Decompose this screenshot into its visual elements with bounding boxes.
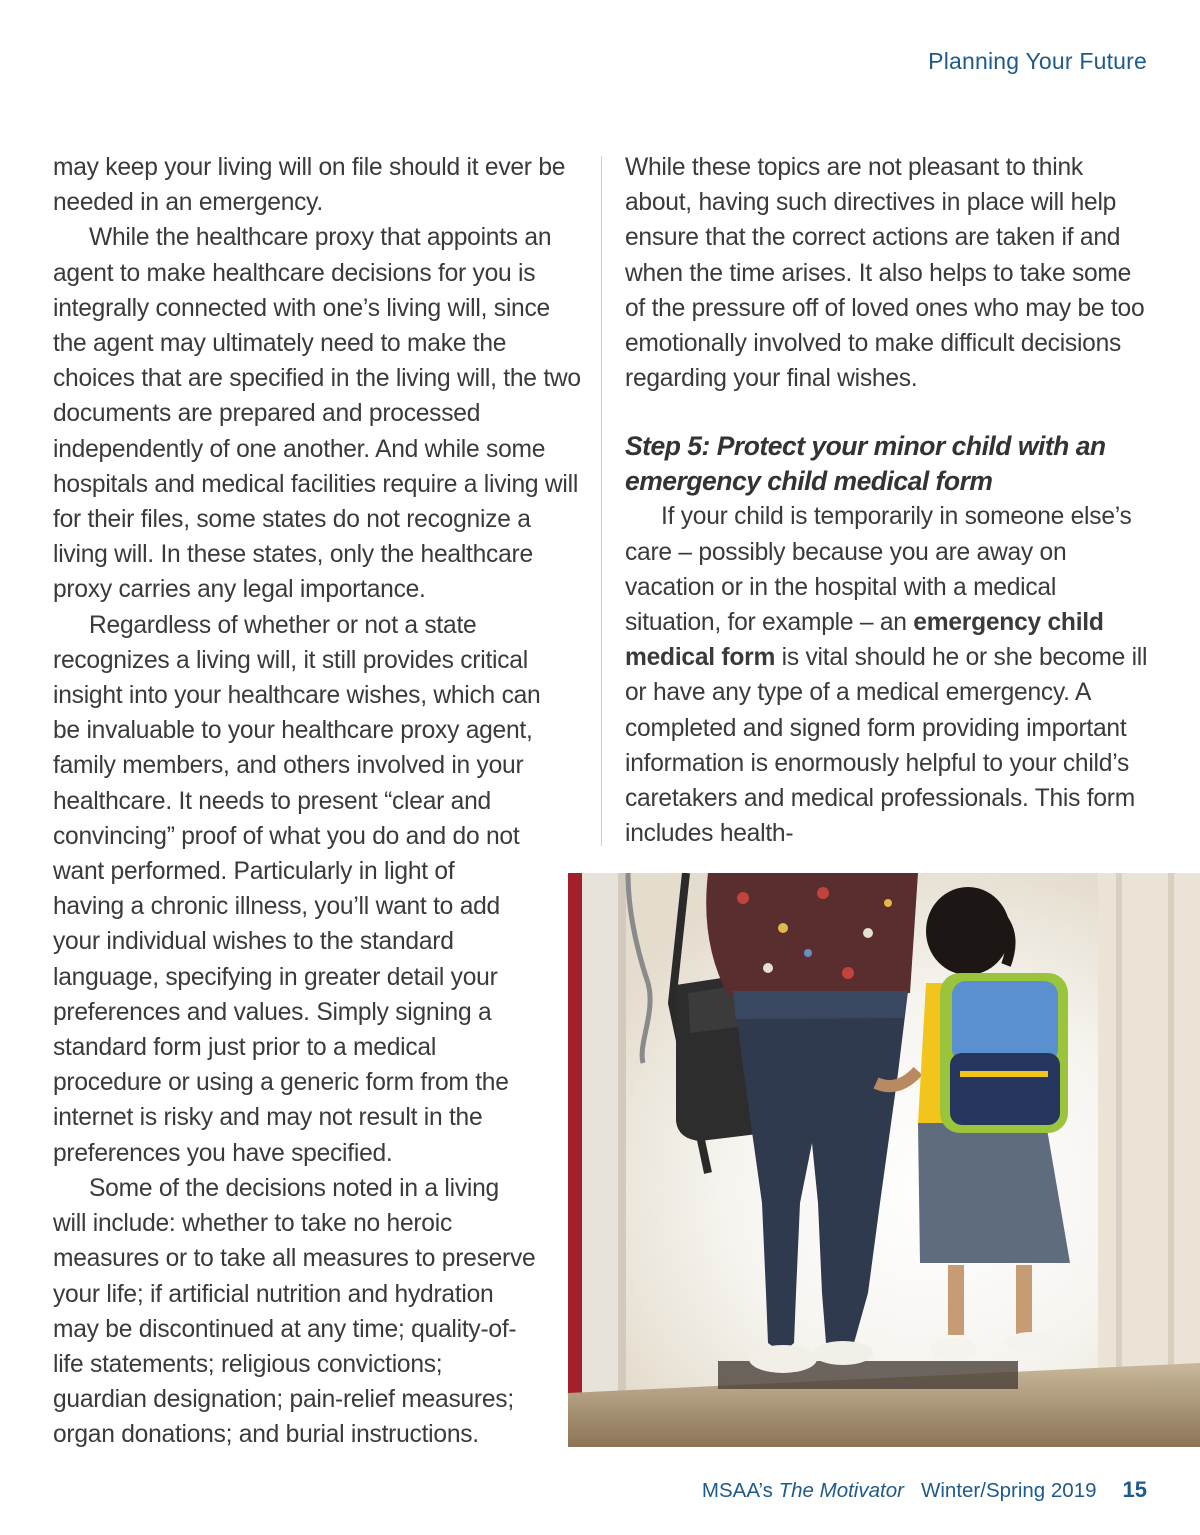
paragraph-3-line: preferences you have specified. [53,1139,393,1167]
paragraph-3-line: family members, and others involved in your [53,752,524,780]
page-footer [702,1477,1147,1503]
paragraph-4-line: measures or to take all measures to preserve [53,1245,536,1273]
paragraph-1: While these topics are not pleasant to think about, having such directives in place will help ensure that the correct actions are taken if and when the time arises. It also helps to take some of the pressure off of loved ones who may be too emotionally involved to make difficult decisions regarding your final wishes. [625,154,1145,393]
paragraph-3-line: having a chronic illness, you’ll want to add [53,893,500,921]
paragraph-4-line: life statements; religious convictions; [53,1350,443,1378]
paragraph-3-line: recognizes a living will, it still provides critical [53,646,528,674]
paragraph-3-line: be invaluable to your healthcare proxy agent, [53,717,533,745]
paragraph-3-line: language, specifying in greater detail your [53,963,498,991]
page-number: 15 [1122,1477,1147,1502]
paragraph-3-line: convincing” proof of what you do and do not [53,822,520,850]
section-header: Planning Your Future [928,48,1147,74]
issue-date: Winter/Spring 2019 [921,1479,1097,1502]
paragraph-2: While the healthcare proxy that appoints an agent to make healthcare decisions for you is integrally connected with one’s living will, since the agent may ultimately need to make the choices that are specified in the living will, the two documents are prepared and processed independently of one another. And while some hospitals and medical facilities require a living will for their files, some states do not recognize a living will. In these states, only the healthcare proxy carries any legal importance. [53,224,581,604]
paragraph-4 [53,1171,583,1453]
photo-mother-child-doorway [568,873,1200,1447]
paragraph-4-line: organ donations; and burial instructions. [53,1421,479,1449]
paragraph-4-line: your life; if artificial nutrition and hydration [53,1280,494,1308]
paragraph-3-line: procedure or using a generic form from the [53,1069,509,1097]
paragraph-4-line: will include: whether to take no heroic [53,1210,453,1238]
paragraph-3-line: insight into your healthcare wishes, which can [53,682,541,710]
right-column [625,150,1155,851]
paragraph-2 [625,499,1155,851]
column-divider [601,156,602,846]
paragraph-3-line: Regardless of whether or not a state [89,611,477,639]
paragraph-3-line: internet is risky and may not result in the [53,1104,483,1132]
magazine-prefix: MSAA’s [701,1479,779,1502]
paragraph-4-line: guardian designation; pain-relief measures; [53,1386,514,1414]
step-5-heading: Step 5: Protect your minor child with an emergency child medical form [625,431,1106,497]
paragraph-3-line: preferences and values. Simply signing a [53,998,492,1026]
left-column [53,150,583,1453]
magazine-title: The Motivator [778,1479,904,1502]
paragraph-4-line: Some of the decisions noted in a living [89,1174,499,1202]
text-run: If your child is temporarily in someone else’s care – possibly because you are away on vacation or in the hospital with a medical situation, for example – an [625,503,1132,637]
paragraph-1: may keep your living will on file should it ever be needed in an emergency. [53,154,566,217]
paragraph-4-line: may be discontinued at any time; quality-of- [53,1315,517,1343]
paragraph-3 [53,608,583,1171]
paragraph-3-line: healthcare. It needs to present “clear and [53,787,491,815]
paragraph-3-line: standard form just prior to a medical [53,1034,437,1062]
bold-term: emergency child medical form [625,609,1104,672]
text-run: is vital should he or she become ill or have any type of a medical emergency. A completed and signed form providing important information is enormously helpful to your child’s caretakers and medical professionals. This form includes health- [625,644,1148,848]
paragraph-3-line: want performed. Particularly in light of [53,858,455,886]
paragraph-3-line: your individual wishes to the standard [53,928,454,956]
